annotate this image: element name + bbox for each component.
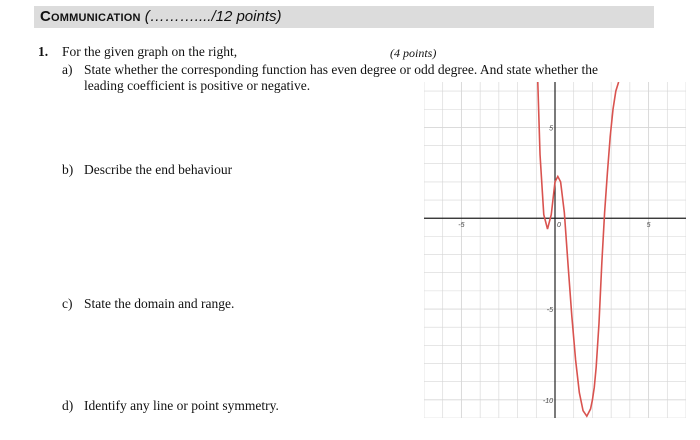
section-header [34, 6, 654, 28]
part-a-text-line2: leading coefficient is positive or negative. [84, 78, 311, 93]
tick-label-y-neg10: -10 [542, 397, 553, 405]
tick-label-origin: 0 [557, 222, 561, 230]
part-c-label: c) [62, 296, 73, 311]
polynomial-graph [424, 82, 686, 418]
section-title: Communication [40, 8, 141, 25]
part-c-text: State the domain and range. [84, 296, 235, 311]
axes [424, 82, 686, 418]
part-a-text-line1: State whether the corresponding function has even degree or odd degree. And state whether the [84, 62, 598, 77]
tick-label-x-neg5: -5 [458, 222, 465, 230]
question-number: 1. [38, 44, 49, 59]
part-b-text: Describe the end behaviour [84, 162, 233, 177]
tick-label-y-5: 5 [549, 125, 553, 133]
section-points: (………..../12 points) [144, 8, 282, 25]
question-points: (4 points) [390, 46, 437, 60]
part-d-text: Identify any line or point symmetry. [84, 398, 279, 413]
part-b-label: b) [62, 162, 74, 177]
tick-label-y-neg5: -5 [546, 307, 553, 315]
part-d-label: d) [62, 398, 74, 413]
tick-label-x-5: 5 [646, 222, 651, 230]
part-a-label: a) [62, 62, 73, 77]
question-prompt: For the given graph on the right, [62, 44, 238, 59]
